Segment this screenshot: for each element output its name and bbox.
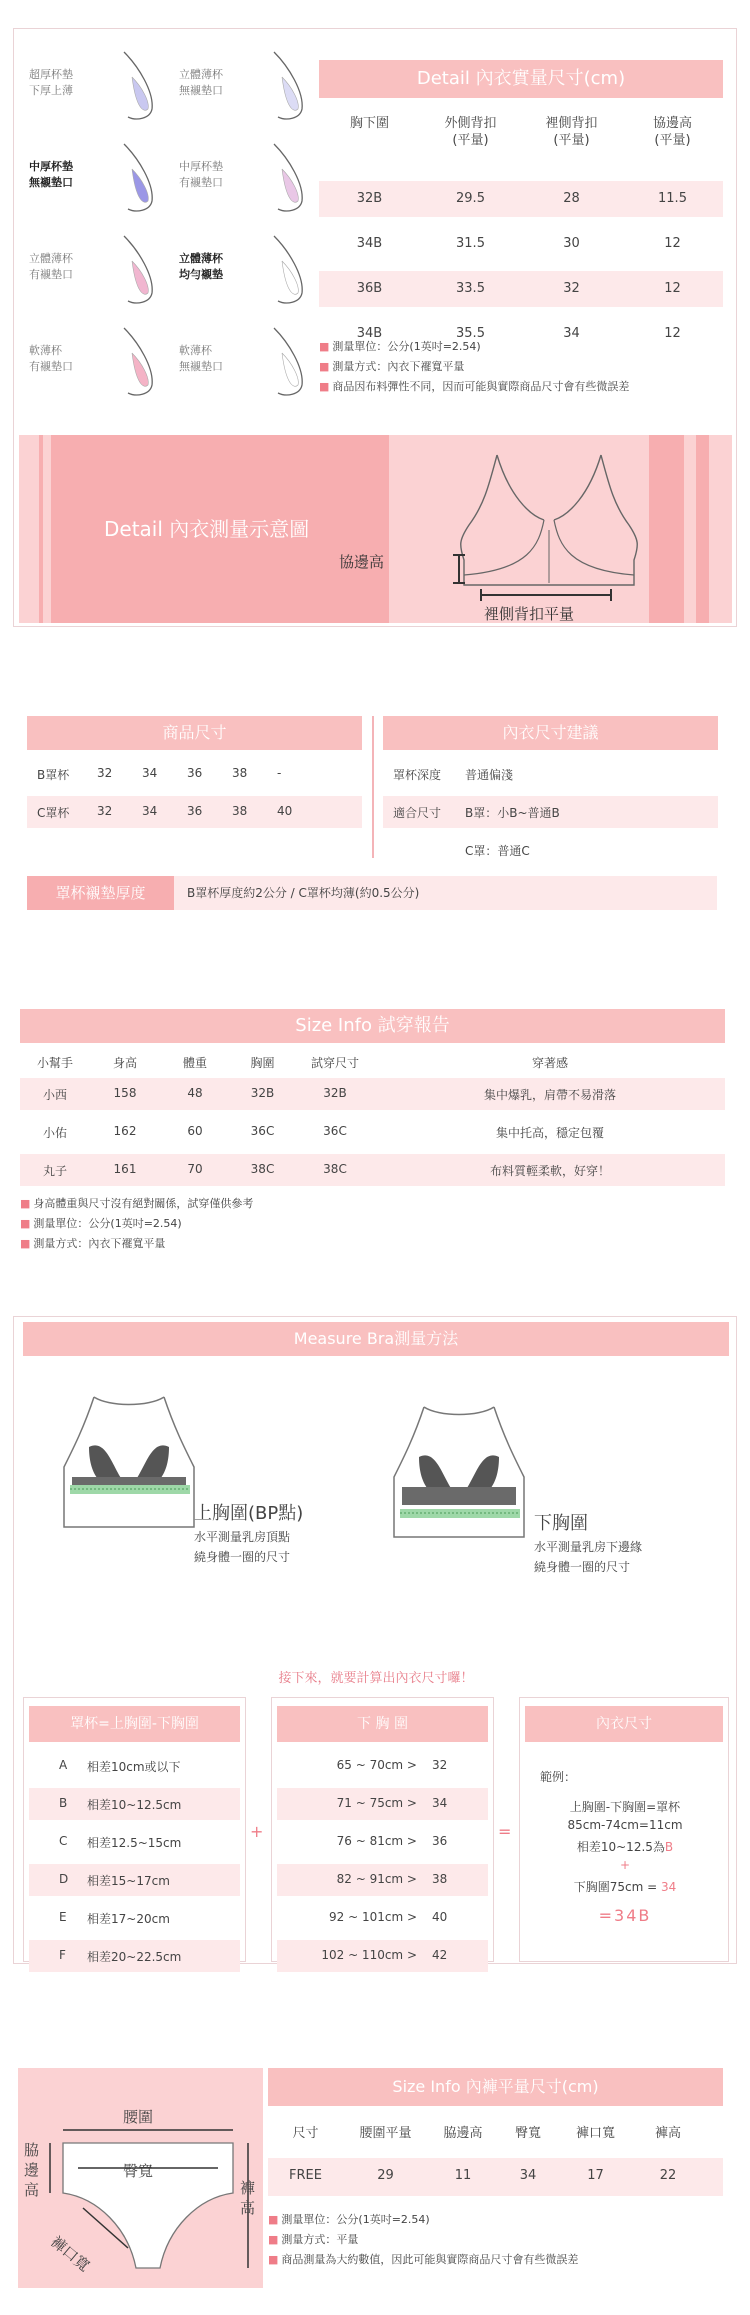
cup-letter: E xyxy=(59,1910,67,1924)
cup-box xyxy=(23,1697,246,1962)
note-text: 商品因布料彈性不同，因而可能與實際商品尺寸會有些微誤差 xyxy=(332,380,630,393)
bra-size-cell: 31.5 xyxy=(456,236,485,251)
cup-diff: 相差10~12.5cm xyxy=(87,1798,182,1812)
product-size-cell: - xyxy=(277,766,282,780)
cup-diff: 相差12.5~15cm xyxy=(87,1836,182,1850)
bra-size-cell: 30 xyxy=(563,236,580,251)
bra-size-cell: 28 xyxy=(563,191,580,206)
product-size-table xyxy=(27,758,362,848)
side-height-label: 協邊高 xyxy=(339,553,385,571)
bra-size-note xyxy=(319,377,739,397)
product-size-cell: 36 xyxy=(187,766,203,780)
trial-cell: 小佑 xyxy=(42,1126,67,1140)
under-range: 102 ~ 110cm > xyxy=(321,1948,417,1962)
lower-bust-title: 下胸圍 xyxy=(534,1513,588,1534)
under-range: 92 ~ 101cm > xyxy=(328,1910,417,1924)
cup-diff: 相差20~22.5cm xyxy=(87,1950,182,1964)
note-text: 測量單位：公分(1英吋=2.54) xyxy=(332,340,481,353)
bra-size-cell: 36B xyxy=(356,281,383,296)
example-line1: 上胸圍-下胸圍=罩杯 xyxy=(569,1800,681,1814)
cup-box-title: 罩杯=上胸圍-下胸圍 xyxy=(29,1706,240,1742)
trial-cell: 48 xyxy=(187,1086,203,1100)
trial-cell: 集中爆乳，肩帶不易滑落 xyxy=(483,1088,616,1102)
trial-cell: 集中托高，穩定包覆 xyxy=(495,1126,604,1140)
example-under-value: 34 xyxy=(660,1880,677,1894)
under-range: 76 ~ 81cm > xyxy=(336,1834,417,1848)
measure-section xyxy=(13,1316,737,1964)
trial-cell: 38C xyxy=(323,1162,347,1176)
panty-header: 尺寸 xyxy=(292,2126,319,2141)
note-text: 測量單位：公分(1英吋=2.54) xyxy=(281,2213,430,2226)
stripe-right xyxy=(684,435,696,623)
note-text: 商品測量為大約數值，因此可能與實際商品尺寸會有些微誤差 xyxy=(281,2253,579,2266)
example-plus: + xyxy=(619,1858,631,1872)
note-text: 測量方式：內衣下襬寬平量 xyxy=(33,1237,166,1250)
panty-header: 腰圍平量 xyxy=(359,2126,412,2141)
measure-title: Measure Bra測量方法 xyxy=(23,1322,729,1356)
trial-table xyxy=(20,1050,725,1190)
trial-header: 身高 xyxy=(112,1056,137,1070)
side-label: 脇邊高 xyxy=(24,2141,40,2199)
cup-profile-icon xyxy=(264,47,314,127)
under-size: 32 xyxy=(432,1758,448,1772)
panty-cell: 17 xyxy=(587,2168,604,2183)
note-text: 測量單位：公分(1英吋=2.54) xyxy=(33,1217,182,1230)
note-text: 身高體重與尺寸沒有絕對關係，試穿僅供參考 xyxy=(33,1197,254,1210)
trial-notes xyxy=(20,1194,520,1254)
cup-profile-icon xyxy=(114,47,164,127)
cup-type-grid xyxy=(14,29,304,429)
detail-section xyxy=(13,28,737,627)
upper-bust-title: 上胸圍(BP點) xyxy=(194,1503,304,1524)
example-label: 範例： xyxy=(540,1770,577,1784)
bra-size-cell: 34B xyxy=(356,326,383,341)
panty-cell: 29 xyxy=(377,2168,394,2183)
result-box-title: 內衣尺寸 xyxy=(525,1706,723,1742)
trial-note xyxy=(20,1234,520,1254)
lower-bust-desc: 水平測量乳房下邊緣 繞身體一圈的尺寸 xyxy=(534,1540,643,1574)
cup-type-label: 軟薄杯 有襯墊口 xyxy=(29,344,73,373)
stripe-right-2 xyxy=(709,435,732,623)
note-bullet: ■ xyxy=(268,2233,279,2246)
pad-thickness-value: B罩杯厚度約2公分 / C罩杯均薄(約0.5公分) xyxy=(187,886,420,900)
trial-header: 體重 xyxy=(182,1056,207,1070)
note-bullet: ■ xyxy=(20,1217,31,1230)
under-box xyxy=(271,1697,494,1962)
panty-notes xyxy=(268,2210,738,2270)
note-bullet: ■ xyxy=(268,2213,279,2226)
under-size: 40 xyxy=(432,1910,448,1924)
result-box xyxy=(519,1697,729,1962)
panty-header: 脇邊高 xyxy=(443,2126,483,2141)
bra-size-cell: 29.5 xyxy=(456,191,485,206)
example-line2: 85cm-74cm=11cm xyxy=(567,1818,683,1832)
panty-note xyxy=(268,2230,738,2250)
trial-cell: 158 xyxy=(113,1086,137,1100)
cup-type-label: 軟薄杯 無襯墊口 xyxy=(179,344,223,373)
suggest-label: 罩杯深度 xyxy=(393,768,442,782)
trial-cell: 丸子 xyxy=(42,1164,67,1178)
product-size-cell: 32 xyxy=(97,804,113,818)
panty-header: 褲高 xyxy=(654,2126,681,2141)
trial-cell: 32B xyxy=(323,1086,347,1100)
under-size: 38 xyxy=(432,1872,448,1886)
under-size: 42 xyxy=(432,1948,448,1962)
bra-diagram-panel xyxy=(19,435,732,623)
note-bullet: ■ xyxy=(319,340,330,353)
product-size-cell: 36 xyxy=(187,804,203,818)
cup-letter: A xyxy=(59,1758,68,1772)
bra-size-cell: 32 xyxy=(563,281,580,296)
panty-note xyxy=(268,2210,738,2230)
trial-note xyxy=(20,1194,520,1214)
trial-title: Size Info 試穿報告 xyxy=(20,1009,725,1043)
bra-size-note xyxy=(319,357,739,377)
cup-profile-icon xyxy=(114,231,164,311)
trial-note xyxy=(20,1214,520,1234)
product-size-cell: 34 xyxy=(142,804,158,818)
upper-bust-figure xyxy=(54,1387,204,1537)
cup-type-label: 立體薄杯 無襯墊口 xyxy=(179,68,223,97)
bra-size-cell: 33.5 xyxy=(456,281,485,296)
bra-size-table xyxy=(319,109,723,369)
under-size: 36 xyxy=(432,1834,448,1848)
note-bullet: ■ xyxy=(319,380,330,393)
lower-bust-figure xyxy=(384,1397,534,1547)
bra-size-notes xyxy=(319,337,739,397)
cup-type-label: 中厚杯墊 有襯墊口 xyxy=(179,160,223,189)
bra-size-cell: 12 xyxy=(664,326,681,341)
trial-cell: 162 xyxy=(113,1124,137,1138)
trial-header: 試穿尺寸 xyxy=(310,1056,359,1070)
cup-profile-icon xyxy=(114,139,164,219)
example-result: =34B xyxy=(598,1906,652,1925)
bra-size-cell: 32B xyxy=(356,191,383,206)
note-text: 測量方式：內衣下襬寬平量 xyxy=(332,360,465,373)
plus-sign: + xyxy=(250,1822,264,1841)
upper-bust-desc: 水平測量乳房頂點 繞身體一圈的尺寸 xyxy=(194,1530,291,1564)
trial-cell: 36C xyxy=(323,1124,347,1138)
suggest-value: B罩：小B~普通B xyxy=(465,806,560,820)
pad-thickness-row xyxy=(27,876,717,910)
trial-header: 小幫手 xyxy=(36,1056,73,1070)
cup-profile-icon xyxy=(114,323,164,403)
cup-profile-icon xyxy=(264,231,314,311)
product-size-cell: 32 xyxy=(97,766,113,780)
divider xyxy=(372,716,374,858)
bra-diagram-title: Detail 內衣測量示意圖 xyxy=(104,517,310,541)
suggest-value: C罩：普通C xyxy=(465,844,530,858)
note-bullet: ■ xyxy=(20,1237,31,1250)
waist-label: 腰圍 xyxy=(123,2108,154,2126)
note-bullet: ■ xyxy=(319,360,330,373)
trial-cell: 布料質輕柔軟，好穿！ xyxy=(489,1164,610,1178)
under-range: 82 ~ 91cm > xyxy=(336,1872,417,1886)
example-line4-text: 下胸圍75cm = xyxy=(573,1880,661,1894)
bra-size-note xyxy=(319,337,739,357)
hip-label: 臀寬 xyxy=(123,2162,154,2180)
trial-cell: 36C xyxy=(250,1124,275,1138)
panty-cell: 22 xyxy=(659,2168,677,2183)
trial-cell: 38C xyxy=(250,1162,275,1176)
product-size-cell: 38 xyxy=(232,766,248,780)
bra-size-cell: 34 xyxy=(563,326,580,341)
leg-label: 褲口寬 xyxy=(47,2232,94,2276)
product-size-cell: C罩杯 xyxy=(37,806,70,820)
bra-size-cell: 35.5 xyxy=(456,326,485,341)
trial-cell: 小西 xyxy=(42,1088,67,1102)
cup-letter: D xyxy=(59,1872,69,1886)
panty-cell: 11 xyxy=(454,2168,472,2183)
cup-diff: 相差15~17cm xyxy=(87,1874,170,1888)
panty-cell: 34 xyxy=(519,2168,537,2183)
bra-size-header: 外側背扣 (平量) xyxy=(444,116,497,148)
cup-type-label: 超厚杯墊 下厚上薄 xyxy=(29,68,73,97)
panty-table xyxy=(268,2112,723,2212)
product-size-title: 商品尺寸 xyxy=(27,716,362,750)
bra-size-cell: 12 xyxy=(664,281,681,296)
panty-diagram-panel xyxy=(18,2068,263,2288)
bra-outline-image xyxy=(389,435,649,623)
note-text: 測量方式：平量 xyxy=(281,2233,359,2246)
cup-profile-icon xyxy=(264,323,314,403)
next-step-text: 接下來，就要計算出內衣尺寸囉！ xyxy=(278,1671,474,1686)
panty-header: 褲口寬 xyxy=(575,2126,615,2141)
panty-cell: FREE xyxy=(289,2168,322,2183)
suggest-label: 適合尺寸 xyxy=(393,806,442,820)
pad-thickness-label: 罩杯襯墊厚度 xyxy=(27,876,174,910)
cup-letter: B xyxy=(59,1796,68,1810)
cup-type-label: 立體薄杯 均勻襯墊 xyxy=(179,252,223,281)
under-box-title: 下 胸 圍 xyxy=(277,1706,488,1742)
example-cup-value: B xyxy=(664,1840,674,1854)
trial-cell: 60 xyxy=(187,1124,203,1138)
bra-size-cell: 12 xyxy=(664,236,681,251)
panty-note xyxy=(268,2250,738,2270)
trial-cell: 32B xyxy=(250,1086,275,1100)
bra-size-cell: 11.5 xyxy=(658,191,687,206)
cup-letter: C xyxy=(59,1834,68,1848)
example-line3 xyxy=(520,1838,730,1855)
cup-type-label: 立體薄杯 有襯墊口 xyxy=(29,252,73,281)
bra-size-header: 胸下圍 xyxy=(349,116,389,131)
panty-header: 臀寬 xyxy=(514,2126,541,2141)
bra-diagram-card xyxy=(339,435,649,623)
crotch-label: 褲高 xyxy=(240,2179,256,2217)
stripe-left-2 xyxy=(43,435,51,623)
trial-cell: 70 xyxy=(187,1162,203,1176)
stripe-left xyxy=(19,435,39,623)
suggest-value: 普通偏淺 xyxy=(465,768,514,782)
inner-back-label: 裡側背扣平量 xyxy=(484,605,575,623)
cup-diff: 相差10cm或以下 xyxy=(87,1760,181,1774)
size-suggest-title: 內衣尺寸建議 xyxy=(383,716,718,750)
note-bullet: ■ xyxy=(268,2253,279,2266)
bra-size-title: Detail 內衣實量尺寸(cm) xyxy=(319,60,723,98)
example-line3-text: 相差10~12.5為 xyxy=(576,1840,665,1854)
panty-title: Size Info 內褲平量尺寸(cm) xyxy=(268,2068,723,2106)
under-range: 71 ~ 75cm > xyxy=(336,1796,417,1810)
example-line4 xyxy=(520,1878,730,1895)
size-suggest-table xyxy=(383,758,718,858)
bra-size-header: 協邊高 (平量) xyxy=(652,116,692,148)
product-size-cell: B罩杯 xyxy=(37,768,70,782)
under-range: 65 ~ 70cm > xyxy=(336,1758,417,1772)
trial-header: 胸圍 xyxy=(250,1056,275,1070)
product-size-cell: 38 xyxy=(232,804,248,818)
bra-size-cell: 34B xyxy=(356,236,383,251)
note-bullet: ■ xyxy=(20,1197,31,1210)
under-size: 34 xyxy=(432,1796,448,1810)
cup-profile-icon xyxy=(264,139,314,219)
trial-header: 穿著感 xyxy=(531,1056,568,1070)
bra-size-header: 裡側背扣 (平量) xyxy=(545,116,598,148)
cup-type-label: 中厚杯墊 無襯墊口 xyxy=(29,160,73,189)
product-size-cell: 34 xyxy=(142,766,158,780)
trial-cell: 161 xyxy=(113,1162,137,1176)
cup-diff: 相差17~20cm xyxy=(87,1912,170,1926)
equals-sign: = xyxy=(498,1822,512,1841)
product-size-cell: 40 xyxy=(277,804,293,818)
cup-letter: F xyxy=(59,1948,66,1962)
